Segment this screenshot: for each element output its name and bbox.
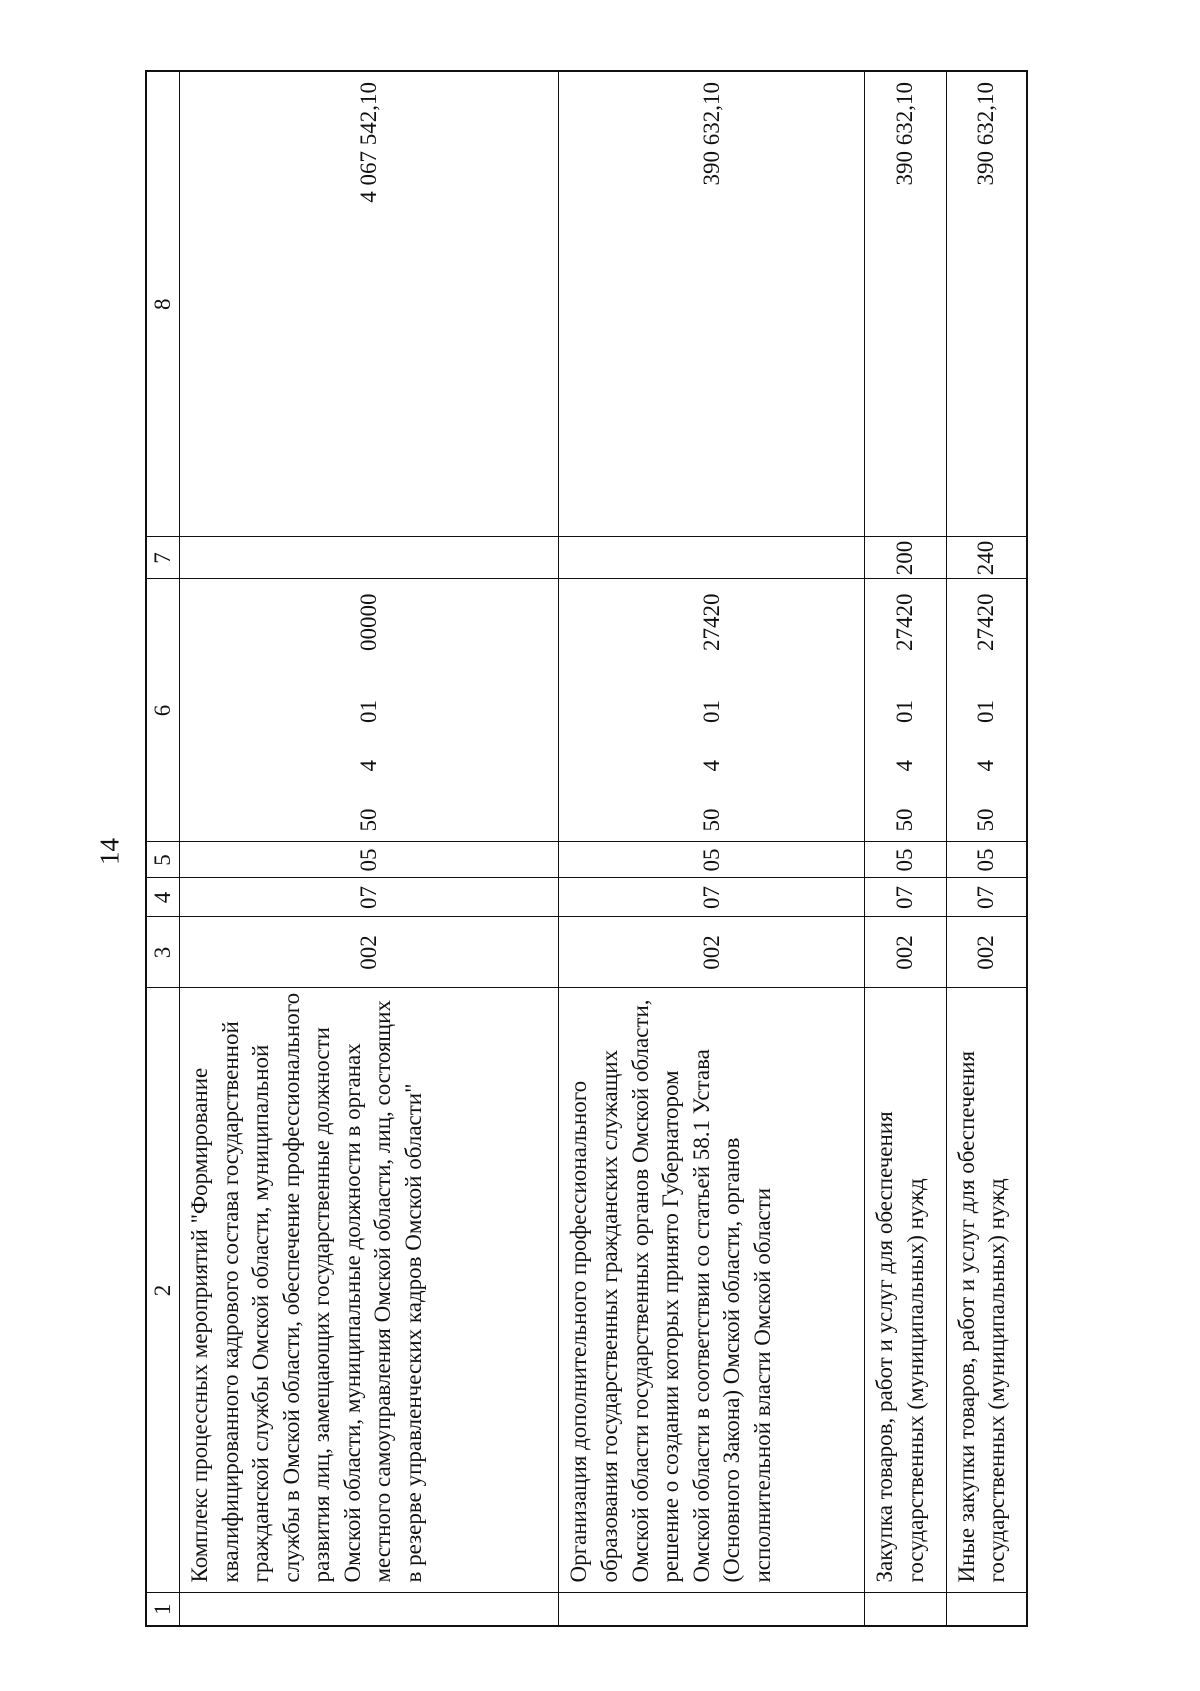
target-article-part: 50 [973,808,998,832]
target-article-part: 4 [892,760,918,772]
column-header-7: 7 [146,537,180,579]
target-article-cell [559,579,865,842]
column-header-6: 6 [146,579,180,842]
ministry-code-cell: 002 [559,917,865,988]
target-article-cell [865,579,946,842]
item-name-cell: Организация дополнительного профессионального образования государственных гражданских служащих Омской области государственных органов Омской области, решение о создании которых принято Губернатором Омской области в соответствии со статьей 58.1 Устава (Основного Закона) Омской области, органов исполнительной власти Омской области [559,988,865,1593]
section-code-cell: 07 [946,878,1027,917]
target-article-part: 4 [973,760,998,772]
amount-cell: 390 632,10 [946,71,1027,537]
expense-type-cell [559,537,865,579]
subsection-code-cell: 05 [180,842,559,878]
item-name-cell: Комплекс процессных мероприятий "Формирование квалифицированного кадрового состава государственной гражданской службы Омской области, муниципальной службы в Омской области, обеспечение профессионального развития лиц, замещающих государственные должности Омской области, муниципальные должности в органах местного самоуправления Омской области, лиц, состоящих в резерве управленческих кадров Омской области" [180,988,559,1593]
column-header-2: 2 [146,988,180,1593]
target-article-part: 27420 [698,593,724,651]
subsection-code-cell: 05 [559,842,865,878]
amount-cell: 4 067 542,10 [180,71,559,537]
rotated-table-container [145,72,1028,1627]
target-article-cell [946,579,1027,842]
target-article-part: 00000 [355,593,381,651]
target-article-part: 50 [892,808,918,832]
column-header-3: 3 [146,917,180,988]
page-number: 14 [94,838,125,865]
table-row [559,71,865,1626]
column-header-4: 4 [146,878,180,917]
target-article-part: 27420 [892,593,918,651]
ministry-code-cell: 002 [865,917,946,988]
section-code-cell: 07 [559,878,865,917]
column-header-1: 1 [146,1593,180,1626]
expense-type-cell: 240 [946,537,1027,579]
table-row [865,71,946,1626]
expense-type-cell [180,537,559,579]
target-article-part: 27420 [973,593,998,651]
ministry-code-cell: 002 [180,917,559,988]
item-name-cell: Иные закупки товаров, работ и услуг для обеспечения государственных (муниципальных) нужд [946,988,1027,1593]
section-code-cell: 07 [180,878,559,917]
column-header-5: 5 [146,842,180,878]
expense-type-cell: 200 [865,537,946,579]
row-number-cell [946,1593,1027,1626]
budget-table [145,70,1028,1627]
column-header-8: 8 [146,71,180,537]
target-article-part: 01 [355,700,381,723]
target-article-part: 4 [355,760,381,772]
item-name-cell: Закупка товаров, работ и услуг для обеспечения государственных (муниципальных) нужд [865,988,946,1593]
target-article-part: 50 [698,808,724,832]
target-article-part: 01 [973,700,998,723]
target-article-part: 4 [698,760,724,772]
ministry-code-cell: 002 [946,917,1027,988]
subsection-code-cell: 05 [946,842,1027,878]
header-row [146,71,180,1626]
row-number-cell [865,1593,946,1626]
amount-cell: 390 632,10 [865,71,946,537]
target-article-part: 01 [698,700,724,723]
section-code-cell: 07 [865,878,946,917]
target-article-cell [180,579,559,842]
table-row [946,71,1027,1626]
row-number-cell [559,1593,865,1626]
row-number-cell [180,1593,559,1626]
target-article-part: 01 [892,700,918,723]
subsection-code-cell: 05 [865,842,946,878]
target-article-part: 50 [355,808,381,832]
amount-cell: 390 632,10 [559,71,865,537]
table-row [180,71,559,1626]
